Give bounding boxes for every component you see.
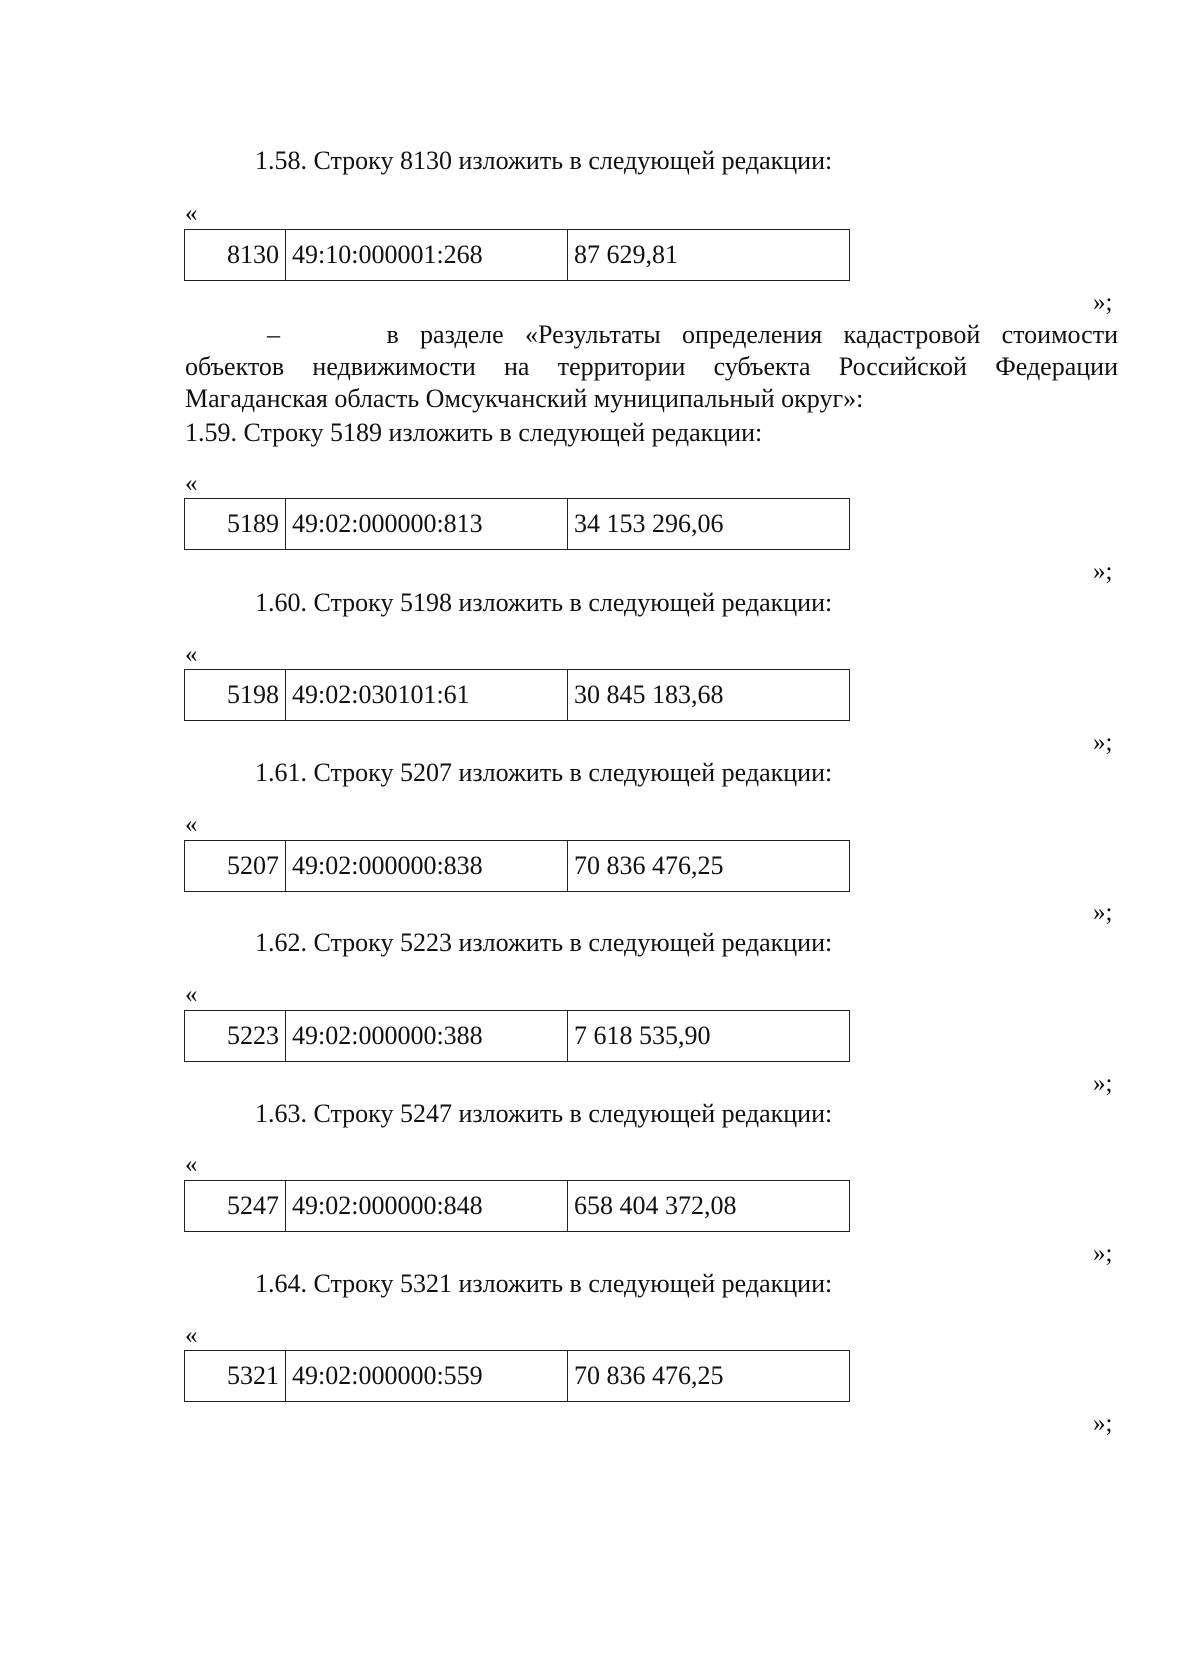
quote-open: «: [185, 981, 198, 1008]
table-row: [184, 1180, 850, 1232]
quote-close: »;: [1093, 1070, 1113, 1097]
table-row: [184, 669, 850, 721]
quote-open: «: [185, 1322, 198, 1349]
row-number: 5321: [185, 1351, 286, 1401]
cadastral-value: 658 404 372,08: [574, 1191, 737, 1220]
cadastral-value: 70 836 476,25: [574, 1361, 724, 1390]
table-row: [184, 1350, 850, 1402]
item-heading: 1.64. Строку 5321 изложить в следующей редакции:: [255, 1269, 833, 1298]
paragraph-line: Магаданская область Омсукчанский муниципальный округ»:: [185, 384, 864, 413]
item-heading: 1.58. Строку 8130 изложить в следующей редакции:: [255, 146, 833, 175]
quote-open: «: [185, 811, 198, 838]
cadastral-value: 30 845 183,68: [574, 680, 724, 709]
cadastral-number: 49:02:000000:559: [286, 1351, 568, 1401]
cadastral-number: 49:02:000000:848: [286, 1181, 568, 1231]
quote-close: »;: [1093, 899, 1113, 926]
quote-open: «: [185, 641, 198, 668]
cadastral-number: 49:02:030101:61: [286, 670, 568, 720]
item-heading: 1.61. Строку 5207 изложить в следующей редакции:: [255, 758, 833, 787]
row-number: 5247: [185, 1181, 286, 1231]
cadastral-value: 7 618 535,90: [574, 1021, 711, 1050]
table-row: [184, 229, 850, 281]
quote-close: »;: [1093, 729, 1113, 756]
table-row: [184, 498, 850, 550]
item-heading: 1.60. Строку 5198 изложить в следующей редакции:: [255, 588, 833, 617]
quote-close: »;: [1093, 1410, 1113, 1437]
row-number: 5189: [185, 499, 286, 549]
cadastral-number: 49:02:000000:813: [286, 499, 568, 549]
cadastral-value: 70 836 476,25: [574, 851, 724, 880]
dash: –: [267, 320, 280, 349]
item-heading: 1.59. Строку 5189 изложить в следующей редакции:: [185, 418, 763, 447]
cadastral-value: 34 153 296,06: [574, 509, 724, 538]
paragraph-line: – в разделе «Результаты определения кадастровой стоимости: [267, 320, 1118, 349]
row-number: 5207: [185, 841, 286, 891]
quote-close: »;: [1093, 558, 1113, 585]
item-heading: 1.63. Строку 5247 изложить в следующей редакции:: [255, 1099, 833, 1128]
paragraph-line: объектов недвижимости на территории субъекта Российской Федерации: [185, 352, 1118, 381]
item-heading: 1.62. Строку 5223 изложить в следующей редакции:: [255, 928, 833, 957]
cadastral-value: 87 629,81: [574, 240, 678, 269]
quote-open: «: [185, 200, 198, 227]
row-number: 8130: [185, 230, 286, 280]
quote-close: »;: [1093, 1240, 1113, 1267]
cadastral-number: 49:10:000001:268: [286, 230, 568, 280]
cadastral-number: 49:02:000000:838: [286, 841, 568, 891]
section-paragraph: [185, 319, 1118, 415]
table-row: [184, 840, 850, 892]
quote-open: «: [185, 470, 198, 497]
row-number: 5223: [185, 1011, 286, 1061]
table-row: [184, 1010, 850, 1062]
quote-open: «: [185, 1151, 198, 1178]
quote-close: »;: [1093, 289, 1113, 316]
row-number: 5198: [185, 670, 286, 720]
cadastral-number: 49:02:000000:388: [286, 1011, 568, 1061]
